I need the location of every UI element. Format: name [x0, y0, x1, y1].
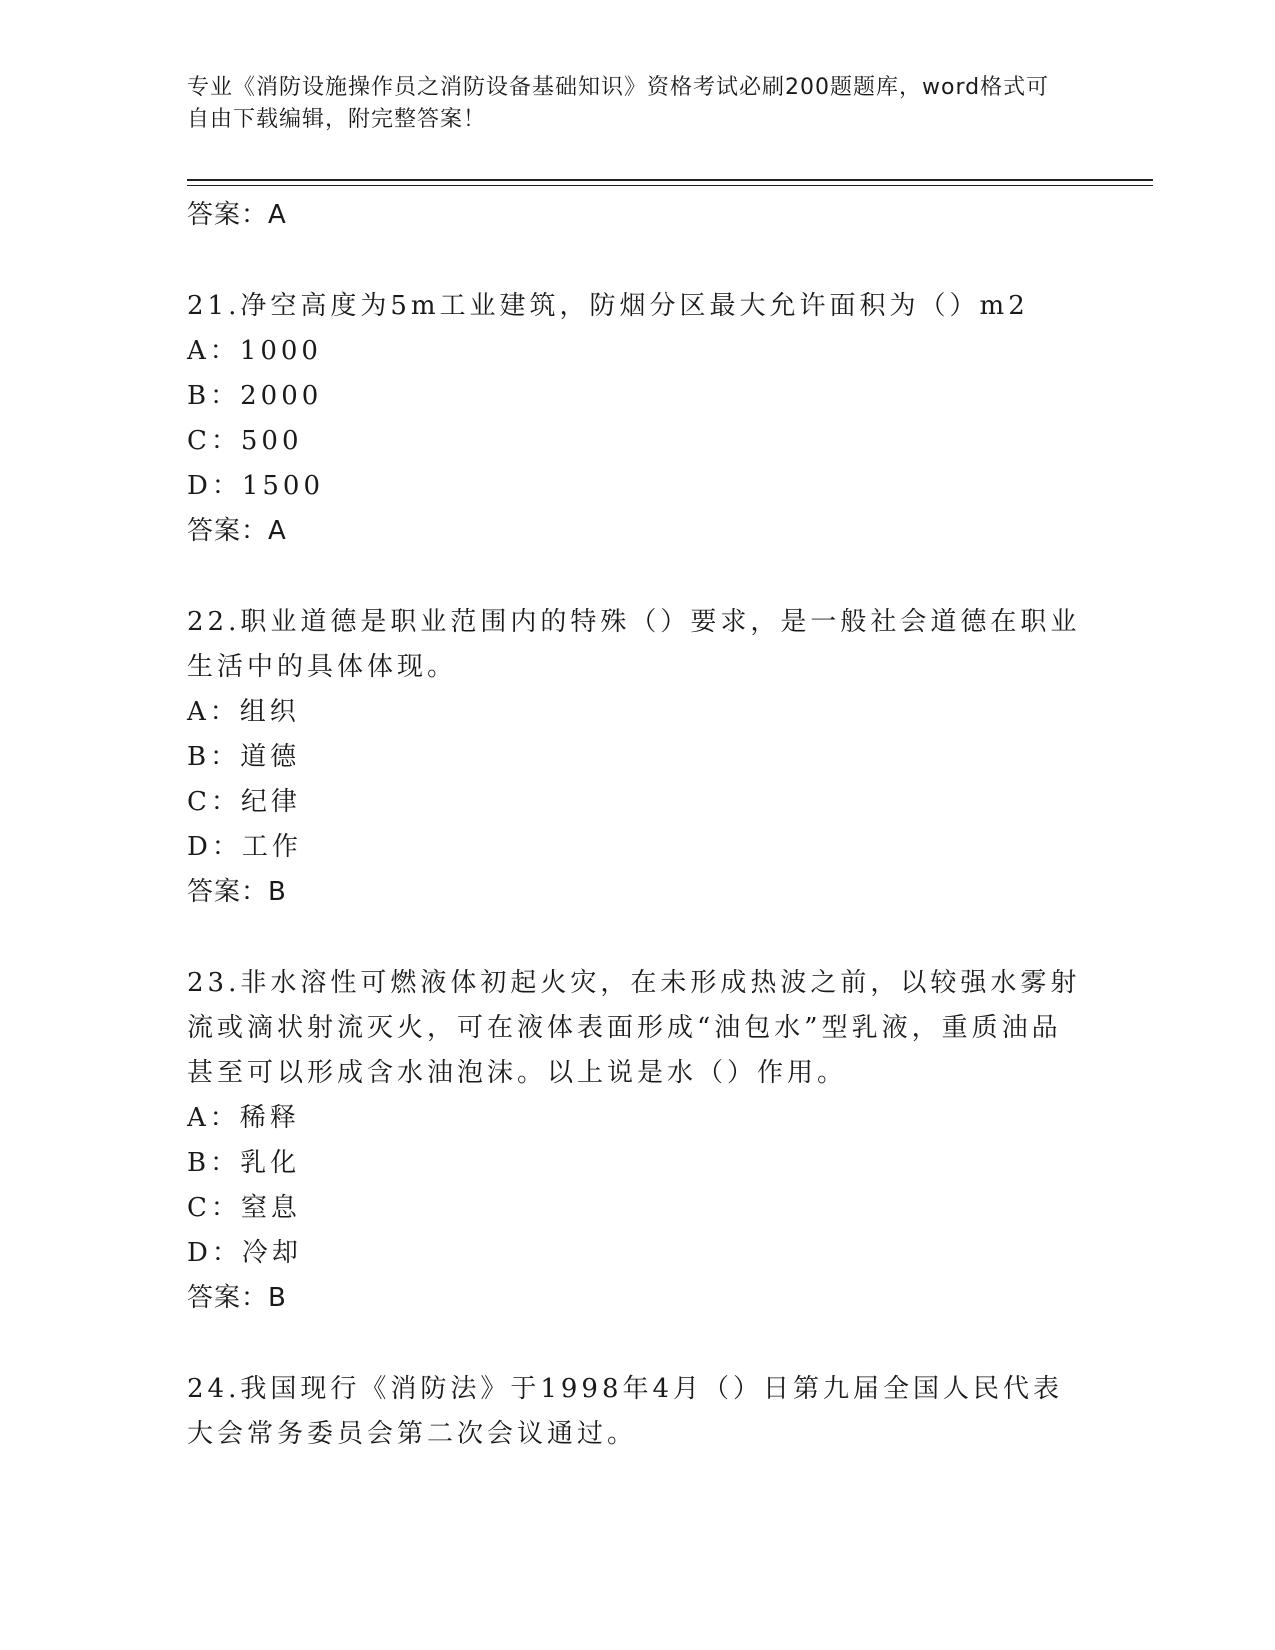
- option-a: A：1000: [187, 336, 322, 366]
- spacer: [187, 238, 1087, 284]
- question-block: [187, 961, 1087, 1321]
- question-text: 21.净空高度为5m工业建筑，防烟分区最大允许面积为（）m2: [187, 291, 1029, 321]
- question-text: 22.职业道德是职业范围内的特殊（）要求，是一般社会道德在职业生活中的具体体现。: [187, 607, 1081, 682]
- option-a: A：稀释: [187, 1103, 300, 1133]
- question-block: [187, 1367, 1087, 1457]
- option-c: C：窒息: [187, 1193, 301, 1223]
- answer-line: 答案：B: [187, 1283, 287, 1313]
- option-d: D：1500: [187, 471, 325, 501]
- option-c: C：纪律: [187, 787, 301, 817]
- option-b: B：乳化: [187, 1148, 301, 1178]
- answer-line: 答案：A: [187, 516, 287, 546]
- question-list: [187, 193, 1087, 1457]
- spacer: [187, 1321, 1087, 1367]
- question-text: 24.我国现行《消防法》于1998年4月（）日第九届全国人民代表大会常务委员会第二次会议通过。: [187, 1374, 1064, 1449]
- answer-line: 答案：A: [187, 200, 287, 230]
- option-b: B：道德: [187, 742, 301, 772]
- document-header: 专业《消防设施操作员之消防设备基础知识》资格考试必刷200题题库，word格式可自由下载编辑，附完整答案！: [187, 75, 1050, 132]
- question-text: 23.非水溶性可燃液体初起火灾，在未形成热波之前，以较强水雾射流或滴状射流灭火，可在液体表面形成“油包水”型乳液，重质油品甚至可以形成含水油泡沫。以上说是水（）作用。: [187, 968, 1081, 1088]
- option-d: D：冷却: [187, 1238, 302, 1268]
- header-rule-thick: [187, 179, 1153, 181]
- option-b: B：2000: [187, 381, 323, 411]
- question-block: [187, 284, 1087, 554]
- question-block: [187, 600, 1087, 915]
- option-c: C：500: [187, 426, 303, 456]
- answer-line: 答案：B: [187, 877, 287, 907]
- spacer: [187, 554, 1087, 600]
- option-d: D：工作: [187, 832, 302, 862]
- header-rule-thin: [187, 185, 1153, 186]
- spacer: [187, 915, 1087, 961]
- option-a: A：组织: [187, 697, 300, 727]
